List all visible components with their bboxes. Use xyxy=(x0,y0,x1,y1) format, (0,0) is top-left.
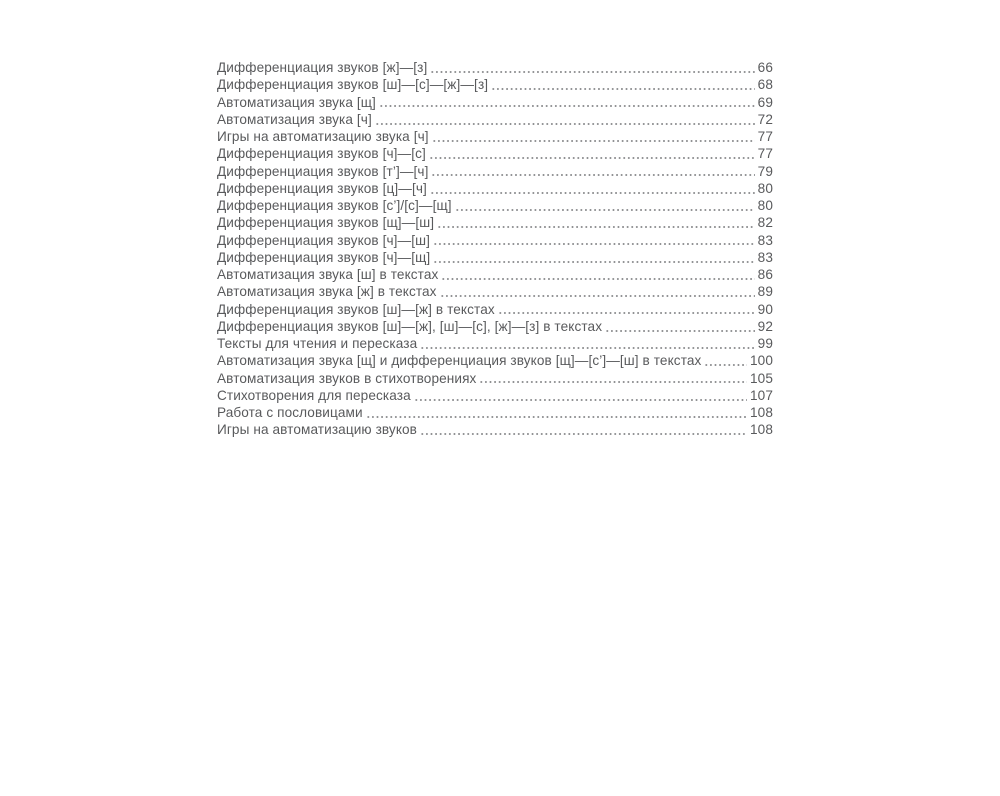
toc-dot-leader xyxy=(491,76,755,93)
toc-entry-title: Тексты для чтения и пересказа xyxy=(217,336,418,351)
toc-entry-page: 82 xyxy=(757,215,773,231)
toc-dot-leader xyxy=(429,145,755,162)
toc-dot-leader xyxy=(430,59,754,76)
toc-entry-title: Дифференциация звуков [ц]—[ч] xyxy=(217,180,427,196)
toc-entry xyxy=(217,370,773,387)
toc-dot-leader xyxy=(432,128,755,145)
toc-entry-page: 100 xyxy=(750,353,773,369)
toc-dot-leader xyxy=(498,301,755,318)
toc-entry-title: Работа с пословицами xyxy=(217,405,363,420)
toc-entry-title: Дифференциация звуков [ш]—[с]—[ж]—[з] xyxy=(217,77,489,93)
toc-entry-page: 90 xyxy=(757,301,773,317)
table-of-contents xyxy=(217,59,773,439)
toc-entry-page: 80 xyxy=(757,180,773,196)
toc-dot-leader xyxy=(420,335,754,352)
toc-entry-title: Дифференциация звуков [ш]—[ж] в текстах xyxy=(217,301,495,317)
toc-entry xyxy=(217,301,773,318)
toc-entry xyxy=(217,180,773,197)
toc-dot-leader xyxy=(441,266,754,283)
toc-entry xyxy=(217,318,773,335)
toc-entry-page: 77 xyxy=(757,129,773,144)
toc-entry-title: Автоматизация звука [щ] xyxy=(217,94,376,110)
toc-entry xyxy=(217,59,773,76)
toc-entry-page: 108 xyxy=(750,405,773,420)
toc-entry-title: Стихотворения для пересказа xyxy=(217,387,411,403)
toc-dot-leader xyxy=(366,404,747,421)
toc-dot-leader xyxy=(379,94,755,111)
toc-dot-leader xyxy=(433,232,755,249)
toc-entry xyxy=(217,94,773,111)
toc-entry-page: 99 xyxy=(757,336,773,351)
toc-entry xyxy=(217,352,773,369)
toc-entry xyxy=(217,214,773,231)
toc-entry-page: 80 xyxy=(757,198,773,213)
toc-entry-title: Автоматизация звука [ч] xyxy=(217,111,372,127)
toc-entry-page: 92 xyxy=(757,318,773,334)
toc-entry-page: 89 xyxy=(757,284,773,300)
toc-entry-page: 105 xyxy=(750,370,773,386)
toc-entry-page: 86 xyxy=(757,267,773,282)
toc-entry-title: Автоматизация звука [щ] и дифференциация звуков [щ]—[с’]—[ш] в текстах xyxy=(217,353,702,369)
toc-entry-title: Дифференциация звуков [ш]—[ж], [ш]—[с], [ж]—[з] в текстах xyxy=(217,318,603,334)
toc-dot-leader xyxy=(440,283,755,300)
toc-entry-title: Игры на автоматизацию звука [ч] xyxy=(217,129,429,144)
toc-dot-leader xyxy=(455,197,755,214)
toc-entry xyxy=(217,283,773,300)
toc-entry-title: Дифференциация звуков [ч]—[ш] xyxy=(217,232,431,248)
toc-entry xyxy=(217,197,773,214)
toc-entry-title: Автоматизация звука [ж] в текстах xyxy=(217,284,437,300)
toc-entry xyxy=(217,266,773,283)
toc-entry-page: 68 xyxy=(757,77,773,93)
toc-dot-leader xyxy=(420,421,747,438)
toc-entry-page: 77 xyxy=(757,146,773,162)
toc-entry-page: 66 xyxy=(757,60,773,75)
toc-entry-title: Дифференциация звуков [ч]—[с] xyxy=(217,146,426,162)
toc-entry xyxy=(217,111,773,128)
toc-entry-title: Автоматизация звука [ш] в текстах xyxy=(217,267,439,282)
toc-entry xyxy=(217,335,773,352)
toc-entry xyxy=(217,163,773,180)
toc-entry-title: Дифференциация звуков [щ]—[ш] xyxy=(217,215,435,231)
toc-entry-title: Дифференциация звуков [с’]/[с]—[щ] xyxy=(217,198,452,213)
toc-dot-leader xyxy=(433,249,754,266)
toc-entry xyxy=(217,145,773,162)
toc-dot-leader xyxy=(375,111,755,128)
toc-dot-leader xyxy=(430,180,755,197)
toc-dot-leader xyxy=(605,318,755,335)
toc-dot-leader xyxy=(431,163,754,180)
toc-entry-title: Дифференциация звуков [т’]—[ч] xyxy=(217,163,429,179)
toc-entry-title: Игры на автоматизацию звуков xyxy=(217,422,418,438)
toc-entry xyxy=(217,76,773,93)
toc-entry-title: Дифференциация звуков [ж]—[з] xyxy=(217,60,428,75)
toc-entry-page: 107 xyxy=(750,387,773,403)
toc-entry-title: Дифференциация звуков [ч]—[щ] xyxy=(217,249,431,265)
toc-dot-leader xyxy=(479,370,747,387)
toc-entry-title: Автоматизация звуков в стихотворениях xyxy=(217,370,477,386)
toc-entry-page: 83 xyxy=(757,249,773,265)
toc-dot-leader xyxy=(704,352,747,369)
toc-entry xyxy=(217,128,773,145)
toc-entry-page: 79 xyxy=(757,163,773,179)
toc-entry xyxy=(217,421,773,438)
toc-dot-leader xyxy=(414,387,747,404)
toc-entry-page: 69 xyxy=(757,94,773,110)
toc-entry-page: 83 xyxy=(757,232,773,248)
toc-entry-page: 108 xyxy=(750,422,773,438)
toc-entry xyxy=(217,404,773,421)
toc-entry xyxy=(217,387,773,404)
toc-dot-leader xyxy=(437,214,755,231)
toc-entry-page: 72 xyxy=(757,111,773,127)
toc-entry xyxy=(217,249,773,266)
toc-entry xyxy=(217,232,773,249)
